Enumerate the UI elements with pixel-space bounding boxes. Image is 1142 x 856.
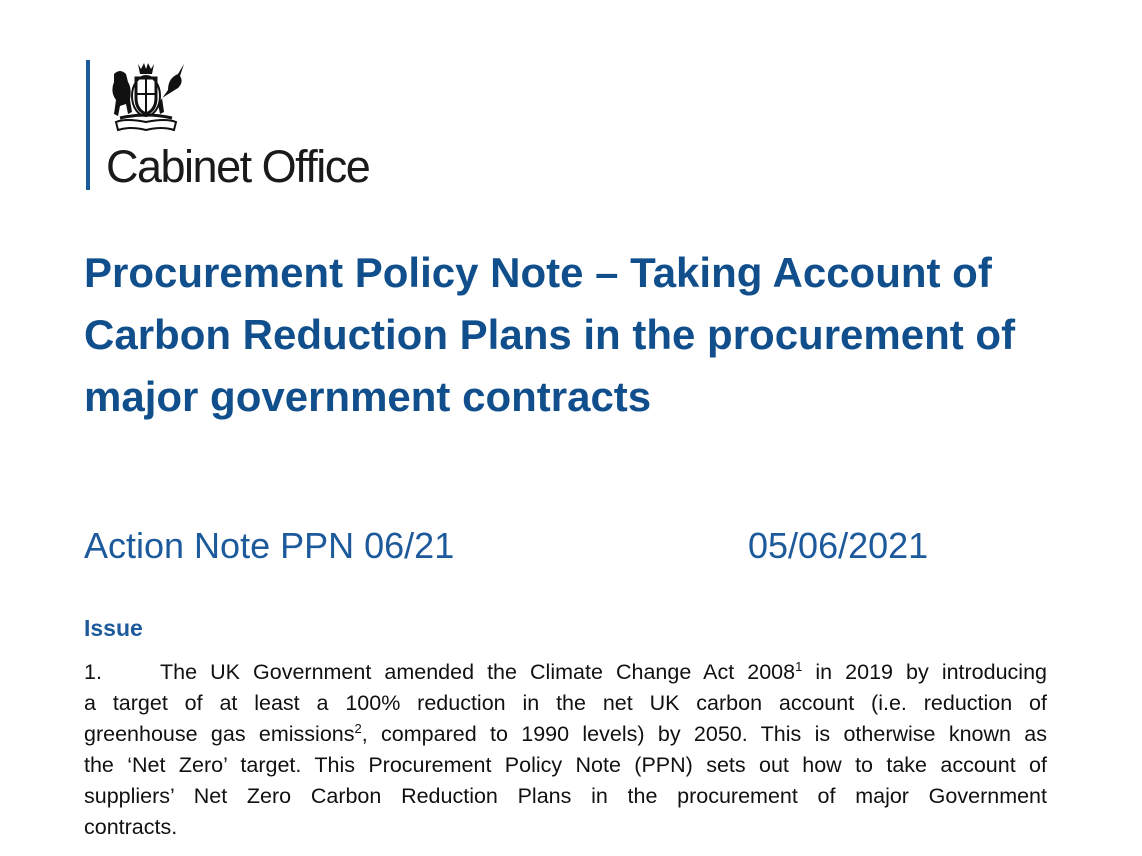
cabinet-office-logo xyxy=(86,60,406,190)
logo-vertical-rule xyxy=(86,60,90,190)
issue-paragraph xyxy=(84,657,1047,843)
department-name: Cabinet Office xyxy=(106,141,370,192)
note-date: 05/06/2021 xyxy=(748,525,929,566)
document-title: Procurement Policy Note – Taking Account of Carbon Reduction Plans in the procurement of major government contracts xyxy=(84,249,1016,420)
paragraph-line: suppliers’ Net Zero Carbon Reduction Plans in the procurement of major Government xyxy=(84,784,1047,808)
paragraph-line: contracts. xyxy=(84,815,178,839)
action-note-number: Action Note PPN 06/21 xyxy=(84,525,455,566)
section-heading-issue: Issue xyxy=(84,615,143,641)
footnote-ref-2[interactable]: 2 xyxy=(354,720,362,736)
royal-coat-of-arms-icon xyxy=(106,60,186,134)
paragraph-line: greenhouse gas emissions$^2$, compared to 1990 levels) by 2050. This is otherwise known as xyxy=(84,720,1048,746)
paragraph-line: the ‘Net Zero’ target. This Procurement Policy Note (PPN) sets out how to take account of xyxy=(84,753,1047,777)
paragraph-number: 1. xyxy=(84,660,102,684)
paragraph-line: 1. The UK Government amended the Climate Change Act 2008$^1$ in 2019 by introducing xyxy=(84,657,1047,688)
footnote-ref-1[interactable]: 1 xyxy=(795,658,803,674)
paragraph-line: a target of at least a 100% reduction in the net UK carbon account (i.e. reduction of xyxy=(84,691,1047,715)
